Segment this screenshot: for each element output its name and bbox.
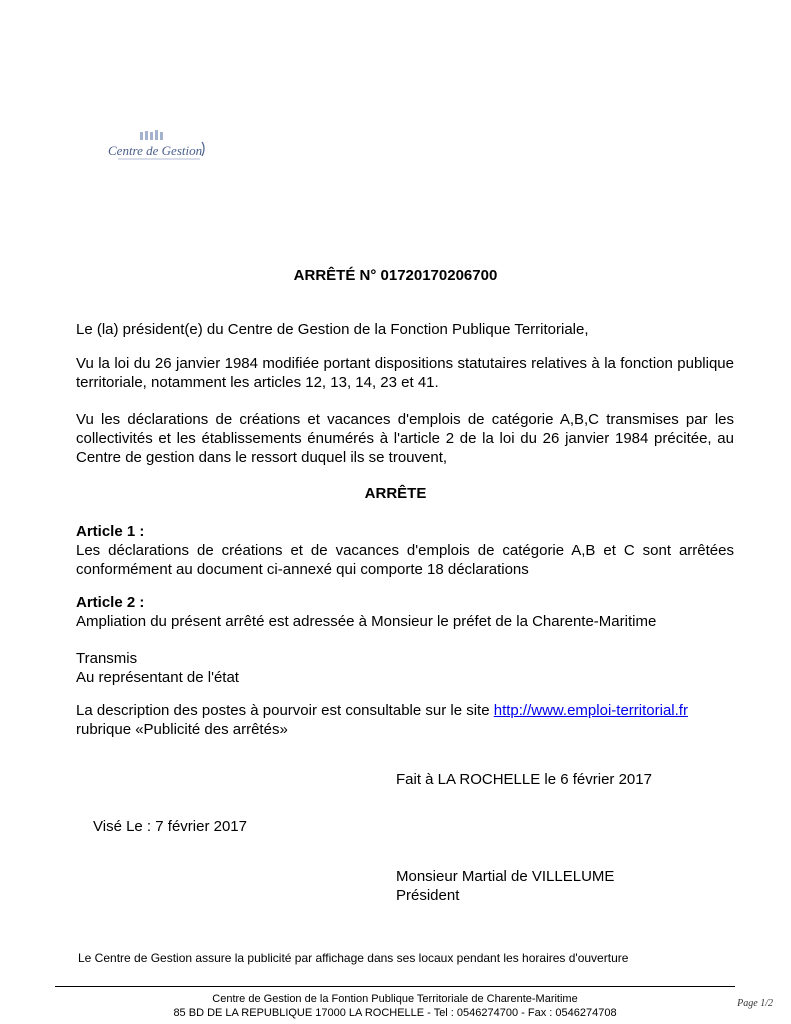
emploi-territorial-link[interactable]: http://www.emploi-territorial.fr — [493, 702, 688, 719]
page-number: Page 1/2 — [737, 998, 773, 1009]
arrete-heading: ARRÊTE — [364, 485, 427, 502]
place-date: Fait à LA ROCHELLE le 6 février 2017 — [396, 771, 652, 788]
vu-paragraph-2: Vu les déclarations de créations et vacances d'emplois de catégorie A,B,C transmises par les collectivités et les établissements énumérés à l'article 2 de la loi du 26 janvier 1984 précitée, au Centre de gestion dans le ressort duquel ils se trouvent, — [76, 411, 734, 466]
logo-text: Centre de Gestion — [108, 143, 203, 158]
transmis-recipient: Au représentant de l'état — [76, 669, 239, 686]
article-1-heading: Article 1 : — [76, 523, 145, 540]
logo-graphic — [106, 130, 214, 164]
footer-address: 85 BD DE LA REPUBLIQUE 17000 LA ROCHELLE - Tel : 0546274700 - Fax : 0546274708 — [173, 1007, 617, 1019]
publicity-notice: Le Centre de Gestion assure la publicité par affichage dans ses locaux pendant les horaires d'ouverture — [78, 951, 629, 965]
description-paragraph — [76, 701, 734, 739]
footer-divider — [55, 986, 735, 987]
article-2-heading: Article 2 : — [76, 594, 145, 611]
cdg-logo — [106, 130, 214, 164]
description-text: La description des postes à pourvoir est consultable sur le site — [76, 702, 494, 719]
signatory-name: Monsieur Martial de VILLELUME — [396, 868, 615, 885]
transmis-line: Transmis — [76, 650, 138, 667]
decree-title: ARRÊTÉ N° 01720170206700 — [293, 267, 498, 284]
vise-date: Visé Le : 7 février 2017 — [93, 818, 247, 835]
vu-paragraph-1: Vu la loi du 26 janvier 1984 modifiée portant dispositions statutaires relatives à la fonction publique territoriale, notamment les articles 12, 13, 14, 23 et 41. — [76, 355, 734, 391]
article-1-text: Les déclarations de créations et de vacances d'emplois de catégorie A,B et C sont arrêtées conformément au document ci-annexé qui comporte 18 déclarations — [76, 542, 734, 578]
description-rubric: rubrique «Publicité des arrêtés» — [76, 721, 288, 738]
intro-paragraph: Le (la) président(e) du Centre de Gestion de la Fonction Publique Territoriale, — [76, 321, 589, 338]
footer-org: Centre de Gestion de la Fontion Publique Territoriale de Charente-Maritime — [212, 993, 578, 1005]
signatory-role: Président — [396, 887, 460, 904]
article-2-text: Ampliation du présent arrêté est adressée à Monsieur le préfet de la Charente-Maritime — [76, 613, 657, 630]
